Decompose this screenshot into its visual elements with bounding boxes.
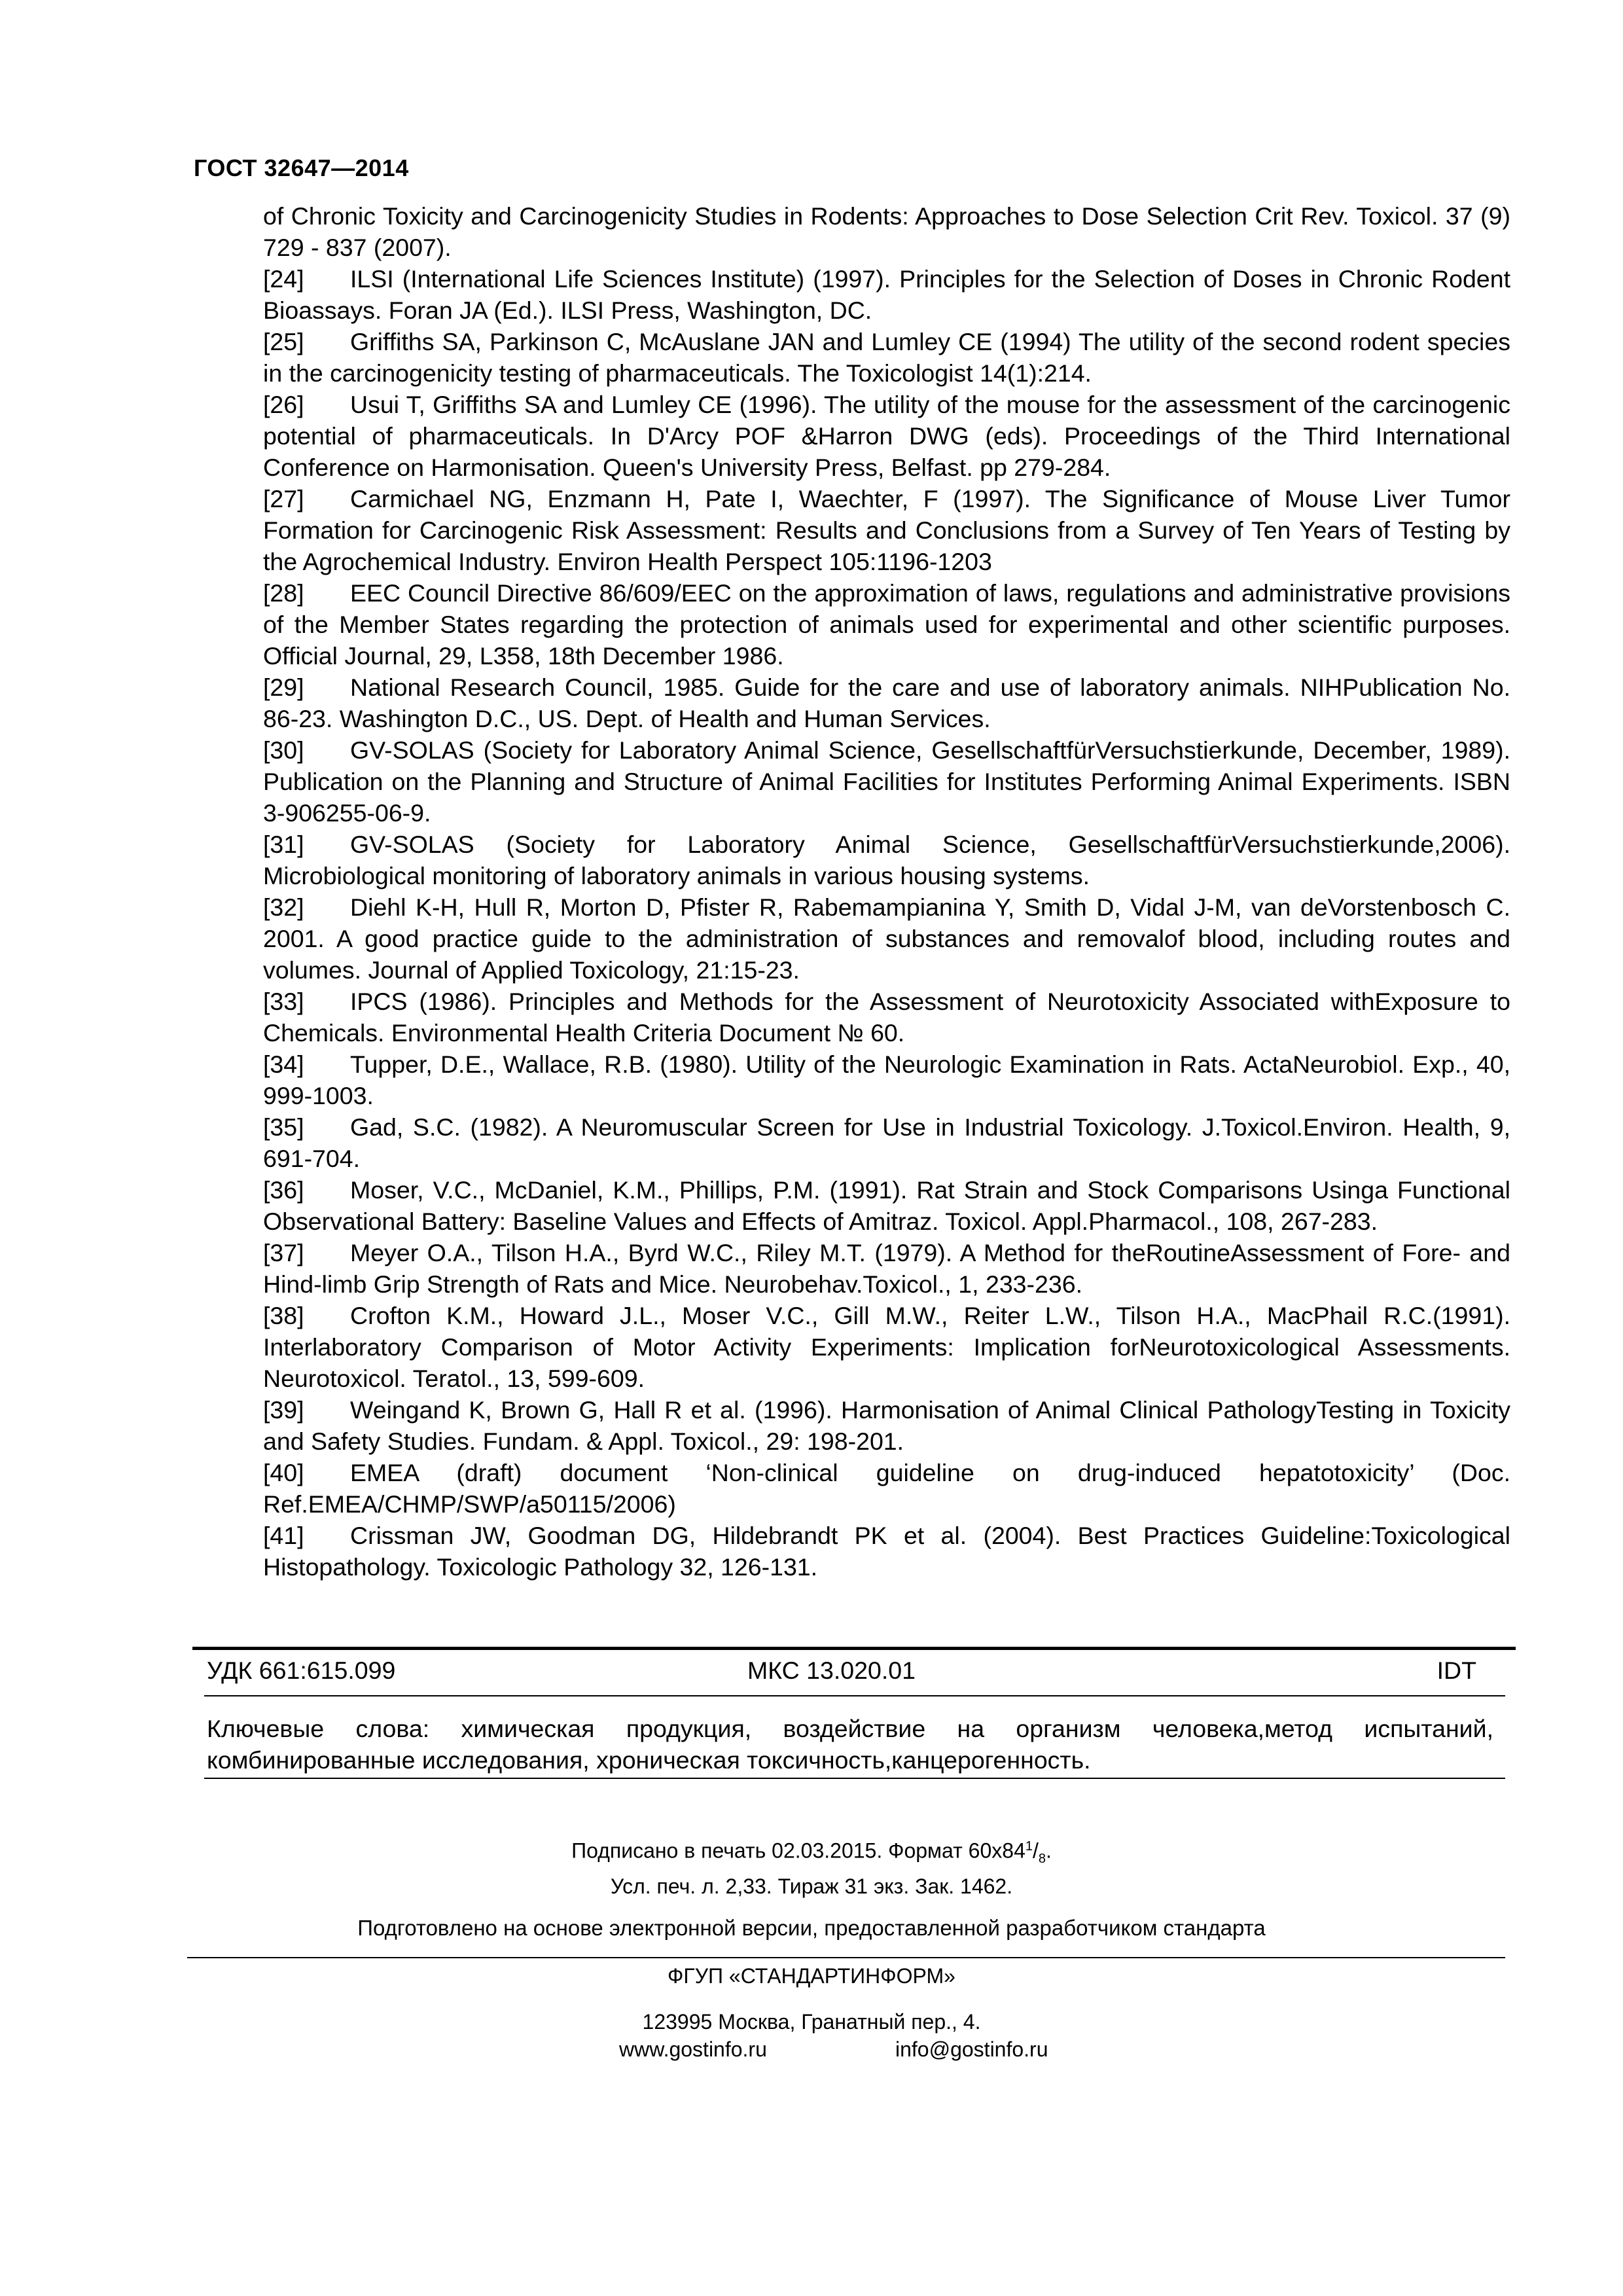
reference-number: [34] <box>263 1050 304 1078</box>
udk-code: УДК 661:615.099 <box>207 1657 396 1684</box>
reference-text: Meyer O.A., Tilson H.A., Byrd W.C., Riley M.T. (1979). A Method for theRoutineAssessment of Fore- and Hind-limb Grip Strength of Rats and Mice. Neurobehav.Toxicol., 1, 233-236. <box>263 1239 1510 1298</box>
mks-code: МКС 13.020.01 <box>747 1657 916 1684</box>
reference-text: Crofton K.M., Howard J.L., Moser V.C., Gill M.W., Reiter L.W., Tilson H.A., MacPhail R.C.(1991). Interlaboratory Comparison of Motor Activity Experiments: Implication forNeurotoxicological Assessments. Neurotoxicol. Teratol., 13, 599-609. <box>263 1302 1510 1392</box>
reference-item <box>263 1457 1510 1520</box>
reference-item <box>263 577 1510 672</box>
reference-text: EMEA (draft) document ‘Non-clinical guideline on drug-induced hepatotoxicity’ (Doc. Ref.EMEA/CHMP/SWP/a50115/2006) <box>263 1459 1510 1518</box>
reference-text: Tupper, D.E., Wallace, R.B. (1980). Utility of the Neurologic Examination in Rats. ActaNeurobiol. Exp., 40, 999-1003. <box>263 1050 1510 1109</box>
reference-item <box>263 891 1510 986</box>
reference-text: Gad, S.C. (1982). A Neuromuscular Screen for Use in Industrial Toxicology. J.Toxicol.Environ. Health, 9, 691-704. <box>263 1113 1510 1172</box>
reference-number: [38] <box>263 1302 304 1329</box>
keywords-underline <box>204 1778 1505 1779</box>
reference-number: [31] <box>263 831 304 858</box>
reference-item <box>263 483 1510 577</box>
reference-item <box>263 829 1510 891</box>
reference-text: Weingand K, Brown G, Hall R et al. (1996). Harmonisation of Animal Clinical PathologyTesting in Toxicity and Safety Studies. Fundam. & Appl. Toxicol., 29: 198-201. <box>263 1396 1510 1455</box>
reference-item <box>263 263 1510 326</box>
reference-text: GV-SOLAS (Society for Laboratory Animal Science, GesellschaftfürVersuchstierkunde, December, 1989). Publication on the Planning and Structure of Animal Facilities for Institutes Performing Animal Experiments. ISBN 3-906255-06-9. <box>263 736 1510 827</box>
email-link[interactable]: info@gostinfo.ru <box>895 2037 1048 2061</box>
reference-item <box>263 389 1510 483</box>
reference-text: GV-SOLAS (Society for Laboratory Animal Science, GesellschaftfürVersuchstierkunde,2006). Microbiological monitoring of laboratory animals in various housing systems. <box>263 831 1510 889</box>
reference-number: [39] <box>263 1396 304 1424</box>
reference-text: Crissman JW, Goodman DG, Hildebrandt PK et al. (2004). Best Practices Guideline:Toxicological Histopathology. Toxicologic Pathology 32, 126-131. <box>263 1522 1510 1581</box>
section-divider <box>192 1647 1516 1650</box>
reference-text: of Chronic Toxicity and Carcinogenicity Studies in Rodents: Approaches to Dose Selection Crit Rev. Toxicol. 37 (9) 729 - 837 (2007). <box>263 202 1510 261</box>
prepared-note: Подготовлено на основе электронной версии, предоставленной разработчиком стандарта <box>357 1916 1266 1940</box>
format-denominator: 8 <box>1038 1852 1046 1867</box>
signed-for-print-line: Подписано в печать 02.03.2015. Формат $60x84^1/_8$. <box>571 1839 1052 1867</box>
reference-text: ILSI (International Life Sciences Institute) (1997). Principles for the Selection of Doses in Chronic Rodent Bioassays. Foran JA (Ed.). ILSI Press, Washington, DC. <box>263 265 1510 324</box>
document-header: ГОСТ 32647—2014 <box>194 154 409 181</box>
reference-item <box>263 326 1510 389</box>
print-details: Усл. печ. л. 2,33. Тираж 31 экз. Зак. 1462. <box>610 1874 1013 1899</box>
reference-number: [32] <box>263 893 304 921</box>
reference-number: [29] <box>263 673 304 701</box>
classification-row <box>207 1655 1476 1686</box>
reference-text: Griffiths SA, Parkinson C, McAuslane JAN and Lumley CE (1994) The utility of the second rodent species in the carcinogenicity testing of pharmaceuticals. The Toxicologist 14(1):214. <box>263 328 1510 387</box>
reference-item <box>263 1049 1510 1111</box>
website-link[interactable]: www.gostinfo.ru <box>619 2037 767 2061</box>
reference-number: [30] <box>263 736 304 764</box>
references-list <box>263 200 1510 1583</box>
reference-text: Usui T, Griffiths SA and Lumley CE (1996). The utility of the mouse for the assessment of the carcinogenic potential of pharmaceuticals. In D'Arcy POF &Harron DWG (eds). Proceedings of the Third International Conference on Harmonisation. Queen's University Press, Belfast. pp 279-284. <box>263 391 1510 481</box>
reference-text: EEC Council Directive 86/609/EEC on the approximation of laws, regulations and administrative provisions of the Member States regarding the protection of animals used for experimental and other scientific purposes. Official Journal, 29, L358, 18th December 1986. <box>263 579 1510 670</box>
reference-number: [28] <box>263 579 304 607</box>
reference-text: National Research Council, 1985. Guide for the care and use of laboratory animals. NIHPublication No. 86-23. Washington D.C., US. Dept. of Health and Human Services. <box>263 673 1510 732</box>
reference-number: [35] <box>263 1113 304 1141</box>
signed-for-print: Подписано в печать 02.03.2015. Формат 60x84 <box>571 1839 1026 1863</box>
reference-number: [37] <box>263 1239 304 1266</box>
reference-item <box>263 1520 1510 1583</box>
reference-item <box>263 1300 1510 1394</box>
reference-number: [36] <box>263 1176 304 1204</box>
reference-number: [24] <box>263 265 304 293</box>
reference-number: [41] <box>263 1522 304 1549</box>
reference-item <box>263 200 1510 263</box>
reference-item <box>263 1174 1510 1237</box>
classification-divider <box>204 1695 1505 1696</box>
reference-number: [40] <box>263 1459 304 1486</box>
reference-text: Moser, V.C., McDaniel, K.M., Phillips, P.M. (1991). Rat Strain and Stock Comparisons Usinga Functional Observational Battery: Baseline Values and Effects of Amitraz. Toxicol. Appl.Pharmacol., 108, 267-283. <box>263 1176 1510 1235</box>
reference-text: Diehl K-H, Hull R, Morton D, Pfister R, Rabemampianina Y, Smith D, Vidal J-M, van deVorstenbosch C. 2001. A good practice guide to the administration of substances and removalof blood, including routes and volumes. Journal of Applied Toxicology, 21:15-23. <box>263 893 1510 984</box>
format-suffix: . <box>1046 1839 1052 1863</box>
reference-text: IPCS (1986). Principles and Methods for the Assessment of Neurotoxicity Associated withExposure to Chemicals. Environmental Health Criteria Document № 60. <box>263 988 1510 1047</box>
reference-item <box>263 1237 1510 1300</box>
publisher-address: 123995 Москва, Гранатный пер., 4. <box>642 2010 981 2034</box>
reference-item <box>263 1394 1510 1457</box>
reference-text: Carmichael NG, Enzmann H, Pate I, Waechter, F (1997). The Significance of Mouse Liver Tumor Formation for Carcinogenic Risk Assessment: Results and Conclusions from a Survey of Ten Years of Testing by the Agrochemical Industry. Environ Health Perspect 105:1196-1203 <box>263 485 1510 575</box>
reference-item <box>263 986 1510 1049</box>
reference-number: [27] <box>263 485 304 512</box>
format-numerator: 1 <box>1025 1839 1033 1854</box>
keywords: Ключевые слова: химическая продукция, воздействие на организм человека,метод испытаний, комбинированные исследования, хроническая токсичность,канцерогенность. <box>207 1715 1493 1774</box>
reference-item <box>263 672 1510 734</box>
publisher-name: ФГУП «СТАНДАРТИНФОРМ» <box>668 1964 955 1988</box>
reference-item <box>263 1111 1510 1174</box>
reference-number: [33] <box>263 988 304 1015</box>
publisher-divider <box>187 1957 1505 1958</box>
reference-item <box>263 734 1510 829</box>
idt-label: IDT <box>1436 1657 1476 1684</box>
reference-number: [26] <box>263 391 304 418</box>
reference-number: [25] <box>263 328 304 355</box>
imprint-block <box>0 1833 1623 1900</box>
